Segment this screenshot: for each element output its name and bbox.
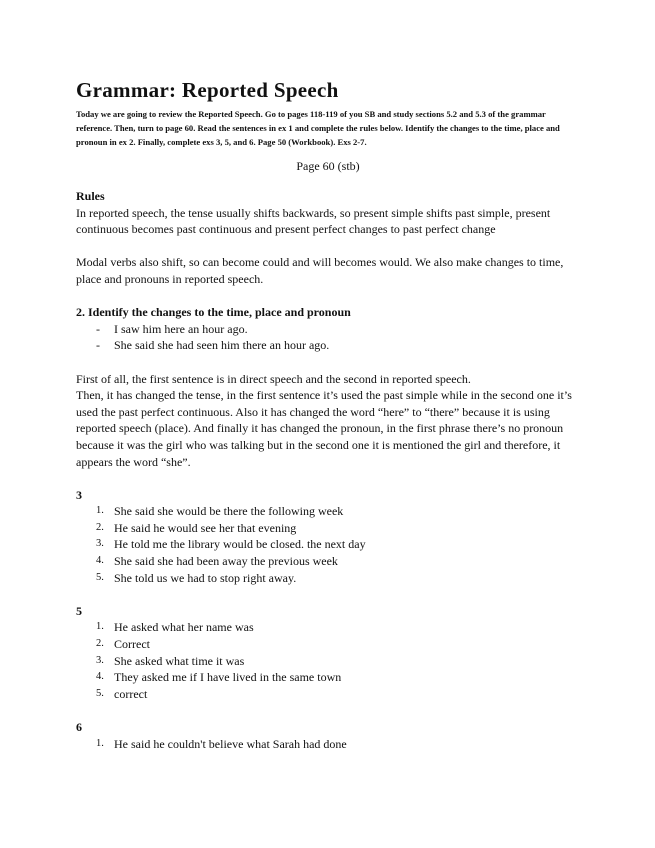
document-page: [76, 78, 580, 752]
intro-paragraph: Today we are going to review the Reported Speech. Go to pages 118-119 of you SB and study sections 5.2 and 5.3 of the grammar reference. Then, turn to page 60. Read the sentences in ex 1 and complete the rules below. Identify the changes to the time, place and pronoun in ex 2. Finally, complete exs 3, 5, and 6. Page 50 (Workbook). Exs 2-7.: [76, 109, 560, 147]
rules-heading: Rules: [76, 189, 105, 203]
section-5-list: [76, 619, 580, 702]
list-item: 5. correct: [96, 686, 148, 701]
section-2-heading: 2. Identify the changes to the time, place and pronoun: [76, 305, 351, 320]
list-item: 1. He asked what her name was: [96, 620, 254, 635]
list-item: 4. They asked me if I have lived in the same town: [96, 670, 342, 685]
section-5-heading: 5: [76, 603, 82, 618]
list-item: 5. She told us we had to stop right away.: [96, 570, 297, 585]
list-item: 4. She said she had been away the previous week: [96, 554, 338, 569]
section-6-list: [76, 736, 580, 753]
section-6-heading: 6: [76, 720, 82, 734]
list-item: 1. She said she would be there the following week: [96, 504, 344, 519]
section-2-paragraph-1: First of all, the first sentence is in direct speech and the second in reported speech.: [76, 371, 471, 386]
list-item: 1. He said he couldn't believe what Sarah had done: [96, 736, 347, 751]
list-item: - I saw him here an hour ago.: [96, 321, 248, 336]
section-3-heading: 3: [76, 487, 82, 502]
section-2-paragraph-2: Then, it has changed the tense, in the first sentence it’s used the past simple while in the second one it’s used the past perfect continuous. Also it has changed the word “here” to “there” because it is using reported speech (place). And finally it has changed the pronoun, in the first phrase there’s no pronoun because it was the girl who was talking but in the second one it is mentioned the girl and therefore, it appears the word “she”.: [76, 388, 572, 469]
page-title: Grammar: Reported Speech: [76, 78, 339, 102]
section-3-list: [76, 503, 580, 586]
list-item: - She said she had seen him there an hour ago.: [96, 338, 330, 353]
list-item: 3. She asked what time it was: [96, 653, 245, 668]
rules-paragraph-2: Modal verbs also shift, so can become could and will becomes would. We also make changes to time, place and pronouns in reported speech.: [76, 255, 564, 286]
rules-paragraph-1: In reported speech, the tense usually shifts backwards, so present simple shifts past simple, present continuous becomes past continuous and present perfect changes to past perfect change: [76, 205, 551, 237]
page-reference: Page 60 (stb): [296, 159, 360, 173]
list-item: 2. He said he would see her that evening: [96, 520, 297, 535]
section-2-list: [76, 321, 580, 354]
list-item: 2. Correct: [96, 637, 150, 652]
list-item: 3. He told me the library would be closed. the next day: [96, 537, 366, 552]
